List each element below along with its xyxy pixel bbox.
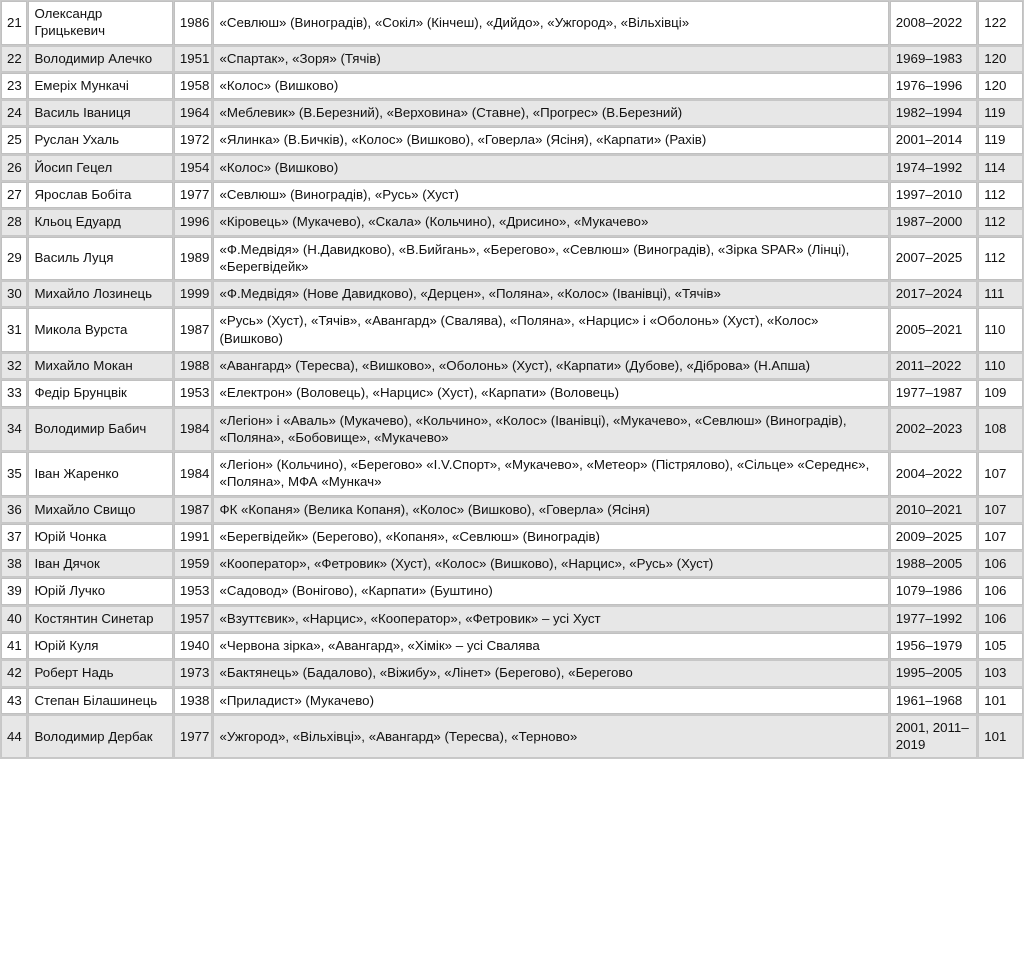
table-row [1,524,1023,550]
cell-birth-year: 1953 [174,380,213,406]
cell-clubs: «Авангард» (Тересва), «Вишково», «Оболонь» (Хуст), «Карпати» (Дубове), «Діброва» (Н.Апша) [213,353,888,379]
cell-clubs: «Кіровець» (Мукачево), «Скала» (Кольчино), «Дрисино», «Мукачево» [213,209,888,235]
cell-birth-year: 1964 [174,100,213,126]
cell-clubs: «Червона зірка», «Авангард», «Хімік» – усі Свалява [213,633,888,659]
cell-matches: 110 [978,353,1023,379]
cell-birth-year: 1987 [174,308,213,352]
table-row [1,633,1023,659]
cell-period: 1988–2005 [890,551,977,577]
table-row [1,660,1023,686]
cell-matches: 103 [978,660,1023,686]
cell-period: 2011–2022 [890,353,977,379]
cell-player: Михайло Мокан [28,353,172,379]
cell-birth-year: 1940 [174,633,213,659]
cell-player: Володимир Алечко [28,46,172,72]
cell-period: 1974–1992 [890,155,977,181]
table-row [1,606,1023,632]
table-row [1,73,1023,99]
table-row [1,155,1023,181]
cell-period: 1995–2005 [890,660,977,686]
cell-player: Василь Іваниця [28,100,172,126]
cell-clubs: «Колос» (Вишково) [213,155,888,181]
cell-birth-year: 1953 [174,578,213,604]
cell-period: 1079–1986 [890,578,977,604]
cell-clubs: «Приладист» (Мукачево) [213,688,888,714]
cell-rank: 26 [1,155,27,181]
cell-clubs: «Легіон» (Кольчино), «Берегово» «I.V.Спорт», «Мукачево», «Метеор» (Пістрялово), «Сільце» «Середнє», «Поляна», МФА «Мункач» [213,452,888,496]
cell-rank: 31 [1,308,27,352]
cell-rank: 32 [1,353,27,379]
cell-matches: 119 [978,100,1023,126]
cell-matches: 106 [978,606,1023,632]
table-row [1,551,1023,577]
table-row [1,353,1023,379]
cell-clubs: «Севлюш» (Виноградів), «Русь» (Хуст) [213,182,888,208]
cell-period: 2010–2021 [890,497,977,523]
cell-player: Юрій Чонка [28,524,172,550]
cell-player: Олександр Грицькевич [28,1,172,45]
cell-period: 1961–1968 [890,688,977,714]
cell-player: Михайло Свищо [28,497,172,523]
cell-player: Михайло Лозинець [28,281,172,307]
cell-player: Юрій Лучко [28,578,172,604]
cell-birth-year: 1957 [174,606,213,632]
cell-clubs: «Легіон» і «Аваль» (Мукачево), «Кольчино», «Колос» (Іванівці), «Мукачево», «Севлюш» (Виноградів), «Поляна», «Бобовище», «Мукачево» [213,408,888,452]
cell-matches: 109 [978,380,1023,406]
table-row [1,408,1023,452]
cell-clubs: «Ужгород», «Вільхівці», «Авангард» (Тересва), «Терново» [213,715,888,759]
cell-rank: 34 [1,408,27,452]
cell-clubs: «Електрон» (Воловець), «Нарцис» (Хуст), «Карпати» (Воловець) [213,380,888,406]
cell-matches: 101 [978,688,1023,714]
cell-player: Степан Білашинець [28,688,172,714]
cell-period: 1997–2010 [890,182,977,208]
cell-birth-year: 1951 [174,46,213,72]
cell-matches: 120 [978,73,1023,99]
cell-matches: 111 [978,281,1023,307]
cell-rank: 23 [1,73,27,99]
cell-matches: 114 [978,155,1023,181]
cell-birth-year: 1958 [174,73,213,99]
cell-matches: 107 [978,524,1023,550]
cell-clubs: «Берегвідейк» (Берегово), «Копаня», «Севлюш» (Виноградів) [213,524,888,550]
table-row [1,578,1023,604]
cell-player: Володимир Бабич [28,408,172,452]
table-row [1,100,1023,126]
cell-period: 2009–2025 [890,524,977,550]
table-row [1,237,1023,281]
cell-player: Ярослав Бобіта [28,182,172,208]
cell-player: Федір Брунцвік [28,380,172,406]
cell-rank: 41 [1,633,27,659]
cell-birth-year: 1954 [174,155,213,181]
cell-birth-year: 1996 [174,209,213,235]
table-row [1,182,1023,208]
cell-period: 1982–1994 [890,100,977,126]
cell-birth-year: 1988 [174,353,213,379]
table-body [1,1,1023,758]
cell-rank: 25 [1,127,27,153]
cell-matches: 108 [978,408,1023,452]
table-row [1,688,1023,714]
cell-player: Василь Луця [28,237,172,281]
table-row [1,127,1023,153]
cell-clubs: «Спартак», «Зоря» (Тячів) [213,46,888,72]
cell-birth-year: 1991 [174,524,213,550]
cell-clubs: «Взуттєвик», «Нарцис», «Кооператор», «Фетровик» – усі Хуст [213,606,888,632]
cell-period: 2004–2022 [890,452,977,496]
cell-clubs: «Русь» (Хуст), «Тячів», «Авангард» (Свалява), «Поляна», «Нарцис» і «Оболонь» (Хуст), «Колос» (Вишково) [213,308,888,352]
cell-rank: 22 [1,46,27,72]
table-row [1,281,1023,307]
cell-matches: 119 [978,127,1023,153]
cell-clubs: «Ф.Медвідя» (Н.Давидково), «В.Бийгань», «Берегово», «Севлюш» (Виноградів), «Зірка SPAR» (Лінці), «Берегвідейк» [213,237,888,281]
cell-period: 1956–1979 [890,633,977,659]
cell-period: 1977–1987 [890,380,977,406]
cell-period: 2002–2023 [890,408,977,452]
cell-birth-year: 1973 [174,660,213,686]
cell-birth-year: 1938 [174,688,213,714]
cell-period: 1969–1983 [890,46,977,72]
cell-period: 2001–2014 [890,127,977,153]
cell-birth-year: 1972 [174,127,213,153]
cell-rank: 42 [1,660,27,686]
table-row [1,380,1023,406]
cell-player: Емеріх Мункачі [28,73,172,99]
cell-player: Володимир Дербак [28,715,172,759]
table-row [1,46,1023,72]
cell-matches: 106 [978,578,1023,604]
cell-rank: 24 [1,100,27,126]
cell-birth-year: 1984 [174,452,213,496]
cell-matches: 105 [978,633,1023,659]
cell-birth-year: 1986 [174,1,213,45]
cell-birth-year: 1977 [174,182,213,208]
cell-period: 2001, 2011–2019 [890,715,977,759]
cell-rank: 37 [1,524,27,550]
cell-rank: 40 [1,606,27,632]
cell-clubs: «Кооператор», «Фетровик» (Хуст), «Колос» (Вишково), «Нарцис», «Русь» (Хуст) [213,551,888,577]
table-row [1,308,1023,352]
cell-period: 2008–2022 [890,1,977,45]
table-row [1,497,1023,523]
cell-clubs: «Ф.Медвідя» (Нове Давидково), «Дерцен», «Поляна», «Колос» (Іванівці), «Тячів» [213,281,888,307]
cell-rank: 33 [1,380,27,406]
cell-rank: 44 [1,715,27,759]
cell-rank: 35 [1,452,27,496]
cell-birth-year: 1977 [174,715,213,759]
cell-period: 1976–1996 [890,73,977,99]
cell-clubs: «Севлюш» (Виноградів), «Сокіл» (Кінчеш), «Дийдо», «Ужгород», «Вільхівці» [213,1,888,45]
cell-player: Кльоц Едуард [28,209,172,235]
cell-matches: 122 [978,1,1023,45]
cell-player: Іван Жаренко [28,452,172,496]
cell-matches: 112 [978,237,1023,281]
cell-period: 2007–2025 [890,237,977,281]
cell-birth-year: 1984 [174,408,213,452]
cell-rank: 29 [1,237,27,281]
cell-birth-year: 1959 [174,551,213,577]
table-row [1,715,1023,759]
cell-player: Микола Вурста [28,308,172,352]
cell-player: Костянтин Синетар [28,606,172,632]
cell-player: Руслан Ухаль [28,127,172,153]
cell-matches: 101 [978,715,1023,759]
cell-birth-year: 1999 [174,281,213,307]
cell-clubs: «Меблевик» (В.Березний), «Верховина» (Ставне), «Прогрес» (В.Березний) [213,100,888,126]
cell-rank: 28 [1,209,27,235]
cell-player: Йосип Гецел [28,155,172,181]
cell-rank: 43 [1,688,27,714]
table-row [1,209,1023,235]
cell-clubs: «Бактянець» (Бадалово), «Віжибу», «Лінет» (Берегово), «Берегово [213,660,888,686]
cell-clubs: «Садовод» (Вонігово), «Карпати» (Буштино) [213,578,888,604]
cell-player: Юрій Куля [28,633,172,659]
cell-rank: 30 [1,281,27,307]
cell-matches: 112 [978,209,1023,235]
cell-period: 1977–1992 [890,606,977,632]
cell-period: 1987–2000 [890,209,977,235]
cell-matches: 112 [978,182,1023,208]
cell-rank: 39 [1,578,27,604]
cell-birth-year: 1987 [174,497,213,523]
cell-matches: 120 [978,46,1023,72]
cell-rank: 36 [1,497,27,523]
cell-matches: 107 [978,497,1023,523]
cell-clubs: «Колос» (Вишково) [213,73,888,99]
cell-clubs: «Ялинка» (В.Бичків), «Колос» (Вишково), «Говерла» (Ясіня), «Карпати» (Рахів) [213,127,888,153]
cell-rank: 27 [1,182,27,208]
cell-player: Роберт Надь [28,660,172,686]
cell-period: 2005–2021 [890,308,977,352]
cell-birth-year: 1989 [174,237,213,281]
cell-matches: 106 [978,551,1023,577]
cell-rank: 21 [1,1,27,45]
table-row [1,452,1023,496]
cell-matches: 107 [978,452,1023,496]
cell-period: 2017–2024 [890,281,977,307]
cell-matches: 110 [978,308,1023,352]
table-row [1,1,1023,45]
cell-rank: 38 [1,551,27,577]
cell-clubs: ФК «Копаня» (Велика Копаня), «Колос» (Вишково), «Говерла» (Ясіня) [213,497,888,523]
cell-player: Іван Дячок [28,551,172,577]
